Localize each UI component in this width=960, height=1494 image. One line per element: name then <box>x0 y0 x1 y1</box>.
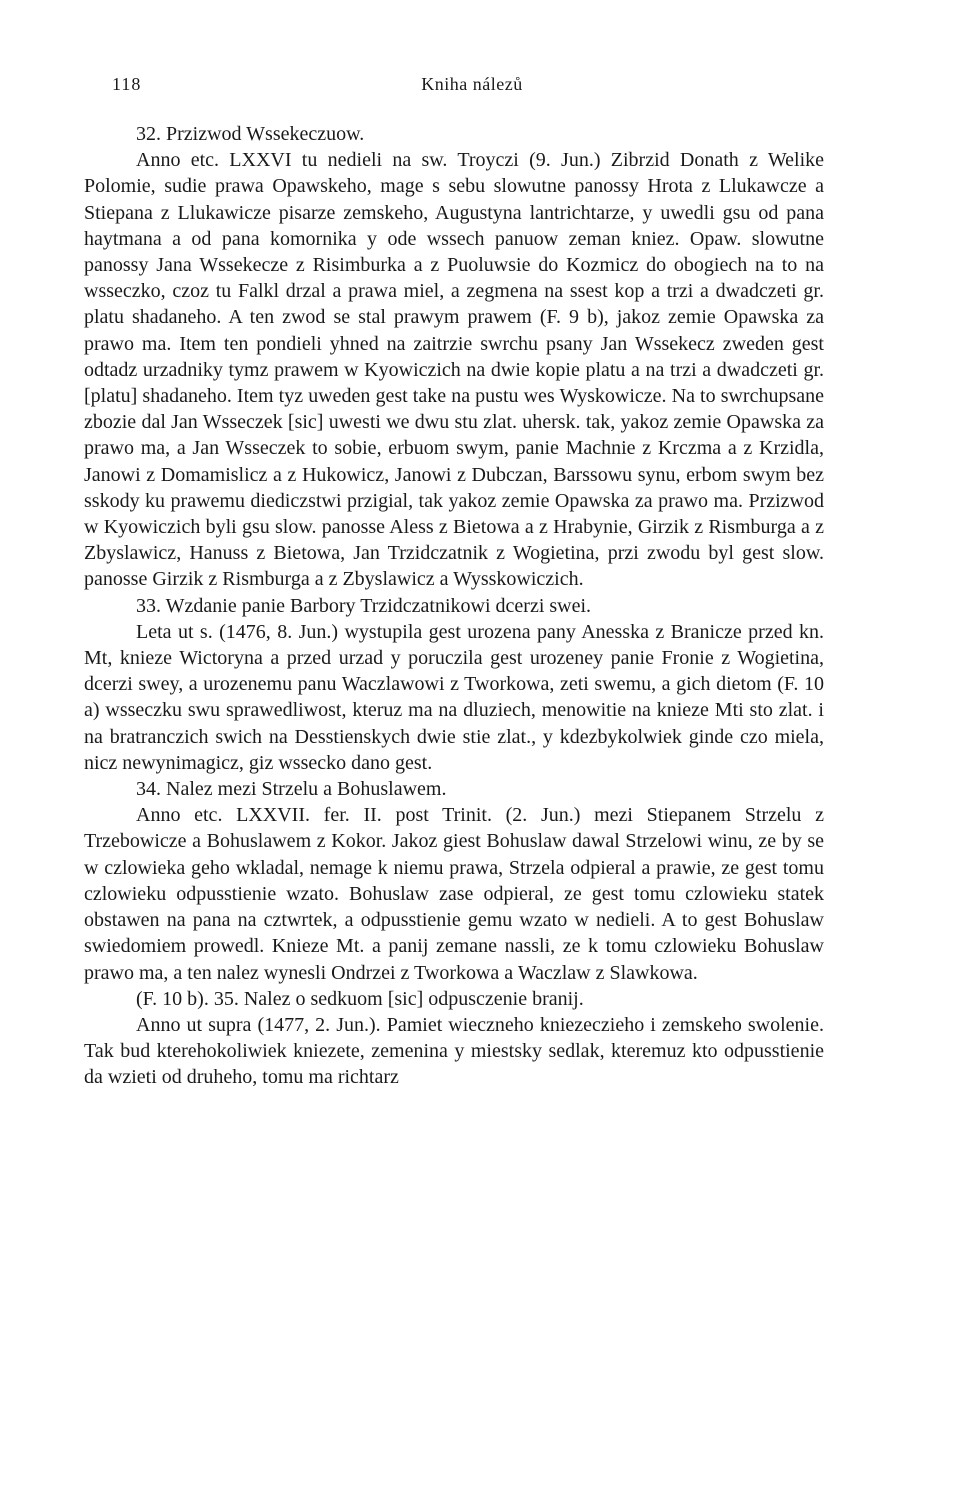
body-text <box>84 121 824 1091</box>
entry-32-text: Anno etc. LXXVI tu nedieli na sw. Troyczi (9. Jun.) Zibrzid Donath z Welike Polomie, sudie prawa Opawskeho, mage s sebu slowutne panossy Hrota z Llukawcze a Stiepana z Llukawicze pisarze zemskeho, Augustyna lantrichtarze, y uwedli gsu od pana haytmana a od pana komornika y ode wssech panuow zeman kniez. Opaw. slowutne panossy Jana Wssekecze z Risimburka a z Puoluwsie do Kozmicz do obogiech na to na wsseczko, czoz tu Falkl drzal a prawa miel, a zegmena na ssest kop a trzi a dwadczeti gr. platu shadaneho. A ten zwod se stal prawym prawem (F. 9 b), jakoz zemie Opawska za prawo ma. Item ten pondieli yhned na zaitrzie swrchu psany Jan Wssekecz zweden gest odtadz urzadniky tymz prawem w Kyowiczich na dwie kopie platu a na trzi a dwadczeti gr. [platu] shadaneho. Item tyz uweden gest take na pustu wes Wyskowicze. Na to swrchupsane zbozie dal Jan Wsseczek [sic] uwesti we dwu stu zlat. uhersk. tak, yakoz zemie Opawska za prawo ma, a Jan Wsseczek to sobie, erbuom swym, panie Machnie z Krczma a z Krzidla, Janowi z Domamislicz a z Hukowicz, Janowi z Dubczan, Barssowu synu, erbom swym bez sskody ku prawemu diediczstwi przigial, tak yakoz zemie Opawska za prawo ma. Przizwod w Kyowiczich byli gsu slow. panosse Aless z Bietowa a z Hrabynie, Girzik z Rismburga a z Zbyslawicz, Hanuss z Bietowa, Jan Trzidczatnik z Wogietina, przi zwodu byl gest slow. panosse Girzik z Rismburga a z Zbyslawicz a Wysskowiczich. <box>84 149 824 591</box>
entry-35-text: Anno ut supra (1477, 2. Jun.). Pamiet wieczneho kniezeczieho i zemskeho swolenie. Tak bud kterehokoliwiek kniezete, zemenina y miestsky sedlak, kteremuz kto odpusstienie da wzieti od druheho, tomu ma richtarz <box>84 1013 824 1089</box>
book-title: Kniha nálezů <box>421 74 523 94</box>
running-head <box>112 74 832 100</box>
page-number: 118 <box>112 74 142 94</box>
entry-33-text: Leta ut s. (1476, 8. Jun.) wystupila gest urozena pany Anesska z Branicze przed kn. Mt, knieze Wictoryna a przed urzad y poruczila gest urozeney panie Fronie z Wogietina, dcerzi swey, a urozenemu panu Waczlawowi z Tworkowa, zeti swemu, a gich dietom (F. 10 a) wsseczku swu sprawedliwost, kteruz ma na dluziech, menowitie na knieze Mti sto zlat. i na bratranczich swich na Desstienskych dwie stie zlat., y kdezbykolwiek ginde czo miela, nicz newynimagicz, giz wssecko dano gest. <box>84 620 824 774</box>
entry-34-text: Anno etc. LXXVII. fer. II. post Trinit. (2. Jun.) mezi Stiepanem Strzelu z Trzebowicze a Bohuslawem z Kokor. Jakoz giest Bohuslaw dawal Strzelowi winu, ze by se w czlowieka geho wkladal, nemage k niemu prawa, Strzela odpieral a prawie, ze gest tomu czlowieku odpusstienie wzato. Bohuslaw zase odpieral, ze gest tomu czlowieku statek obstawen na pana na cztwrtek, a odpusstienie gemu wzato w nedieli. A to gest Bohuslaw swiedomiem prowedl. Knieze Mt. a panij zemane nassli, ze k tomu czlowieku Bohuslaw prawo ma, a ten nalez wynesli Ondrzei z Tworkowa a Waczlaw z Slawkowa. <box>84 804 824 984</box>
entry-33-heading: 33. Wzdanie panie Barbory Trzidczatnikowi dcerzi swei. <box>136 594 592 617</box>
entry-34-heading: 34. Nalez mezi Strzelu a Bohuslawem. <box>136 778 447 801</box>
entry-35-heading: (F. 10 b). 35. Nalez o sedkuom [sic] odpusczenie branij. <box>136 987 584 1010</box>
entry-32-heading: 32. Przizwod Wssekeczuow. <box>136 123 365 145</box>
